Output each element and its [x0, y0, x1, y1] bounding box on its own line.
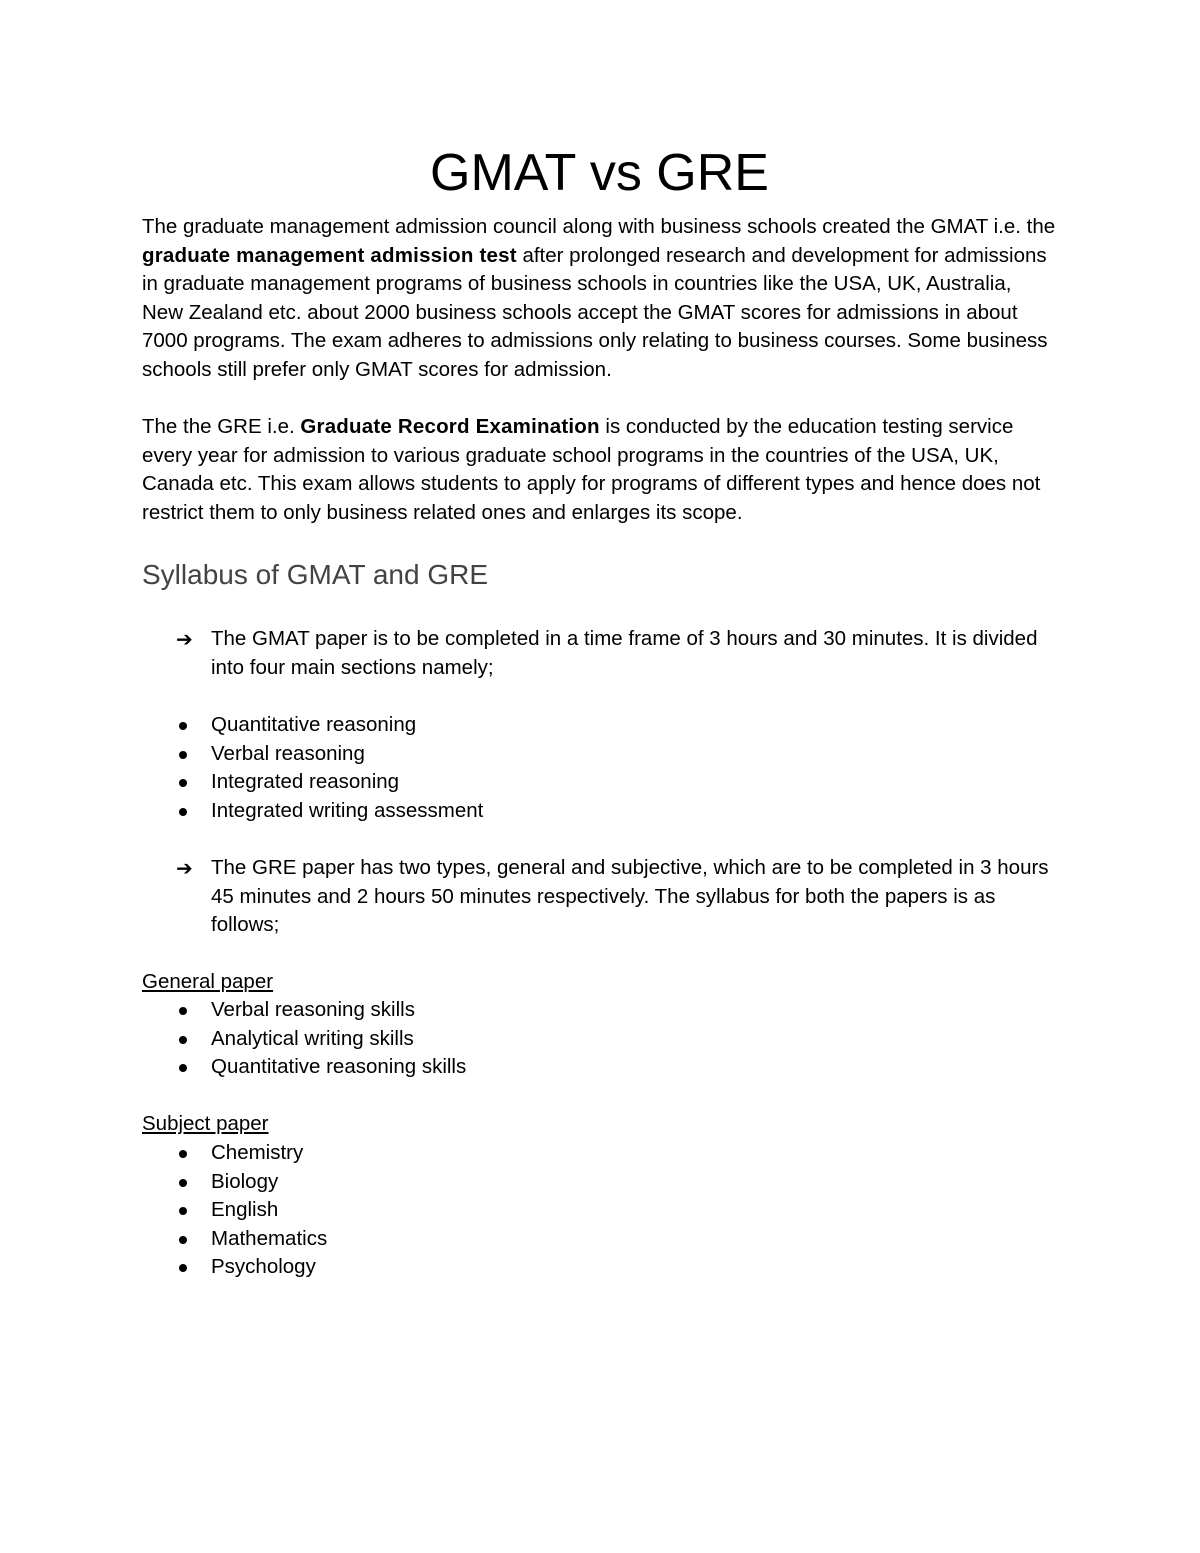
bullet-icon	[179, 1179, 187, 1187]
gmat-sections-list	[176, 711, 483, 825]
general-paper-heading: General paper	[142, 970, 274, 993]
gmat-full-name: graduate management admission test	[142, 243, 517, 267]
syllabus-heading: Syllabus of GMAT and GRE	[142, 559, 488, 590]
subject-paper-heading: Subject paper	[142, 1112, 269, 1135]
gmat-text-start: The graduate management admission council along with business schools created the GMAT i.e. the	[142, 215, 1056, 238]
document-title: GMAT vs GRE	[430, 144, 769, 202]
general-paper-list	[176, 996, 466, 1082]
bullet-icon	[179, 722, 187, 730]
gre-arrow-point	[176, 854, 1056, 940]
gmat-point-text: The GMAT paper is to be completed in a time frame of 3 hours and 30 minutes. It is divided into four main sections namely;	[211, 627, 1038, 679]
gre-text-end: is conducted by the education testing service every year for admission to various graduate school programs in the countries of the USA, UK, Canada etc. This exam allows students to apply for programs of different types and hence does not restrict them to only business related ones and enlarges its scope.	[142, 415, 1041, 524]
list-item: English	[176, 1196, 327, 1225]
arrow-right-icon: ➔	[176, 627, 193, 651]
list-item: Biology	[176, 1168, 327, 1197]
bullet-icon	[179, 1150, 187, 1158]
list-item: Psychology	[176, 1253, 327, 1282]
gre-full-name: Graduate Record Examination	[300, 415, 600, 438]
gre-text-start: The the GRE i.e.	[142, 415, 301, 438]
gmat-arrow-point	[176, 625, 1056, 682]
arrow-right-icon: ➔	[176, 856, 193, 880]
intro-paragraph-gmat	[142, 213, 1057, 384]
bullet-icon	[179, 1064, 187, 1072]
gre-point-text: The GRE paper has two types, general and subjective, which are to be completed in 3 hours 45 minutes and 2 hours 50 minutes respectively. The syllabus for both the papers is as follows;	[211, 856, 1049, 936]
bullet-icon	[179, 779, 187, 787]
intro-paragraph-gre	[142, 413, 1057, 527]
list-item: Integrated reasoning	[176, 768, 483, 797]
list-item: Verbal reasoning	[176, 740, 483, 769]
bullet-icon	[179, 1236, 187, 1244]
list-item: Quantitative reasoning	[176, 711, 483, 740]
bullet-icon	[179, 1007, 187, 1015]
list-item: Quantitative reasoning skills	[176, 1053, 466, 1082]
subject-paper-list	[176, 1139, 327, 1282]
bullet-icon	[179, 1036, 187, 1044]
list-item: Analytical writing skills	[176, 1025, 466, 1054]
list-item: Verbal reasoning skills	[176, 996, 466, 1025]
bullet-icon	[179, 808, 187, 816]
bullet-icon	[179, 1207, 187, 1215]
list-item: Mathematics	[176, 1225, 327, 1254]
bullet-icon	[179, 1264, 187, 1272]
list-item: Integrated writing assessment	[176, 797, 483, 826]
bullet-icon	[179, 751, 187, 759]
list-item: Chemistry	[176, 1139, 327, 1168]
gmat-text-end: after prolonged research and development for admissions in graduate management programs of business schools in countries like the USA, UK, Australia, New Zealand etc. about 2000 business schools accept the GMAT scores for admissions in about 7000 programs. The exam adheres to admissions only relating to business courses. Some business schools still prefer only GMAT scores for admission.	[142, 243, 1048, 381]
